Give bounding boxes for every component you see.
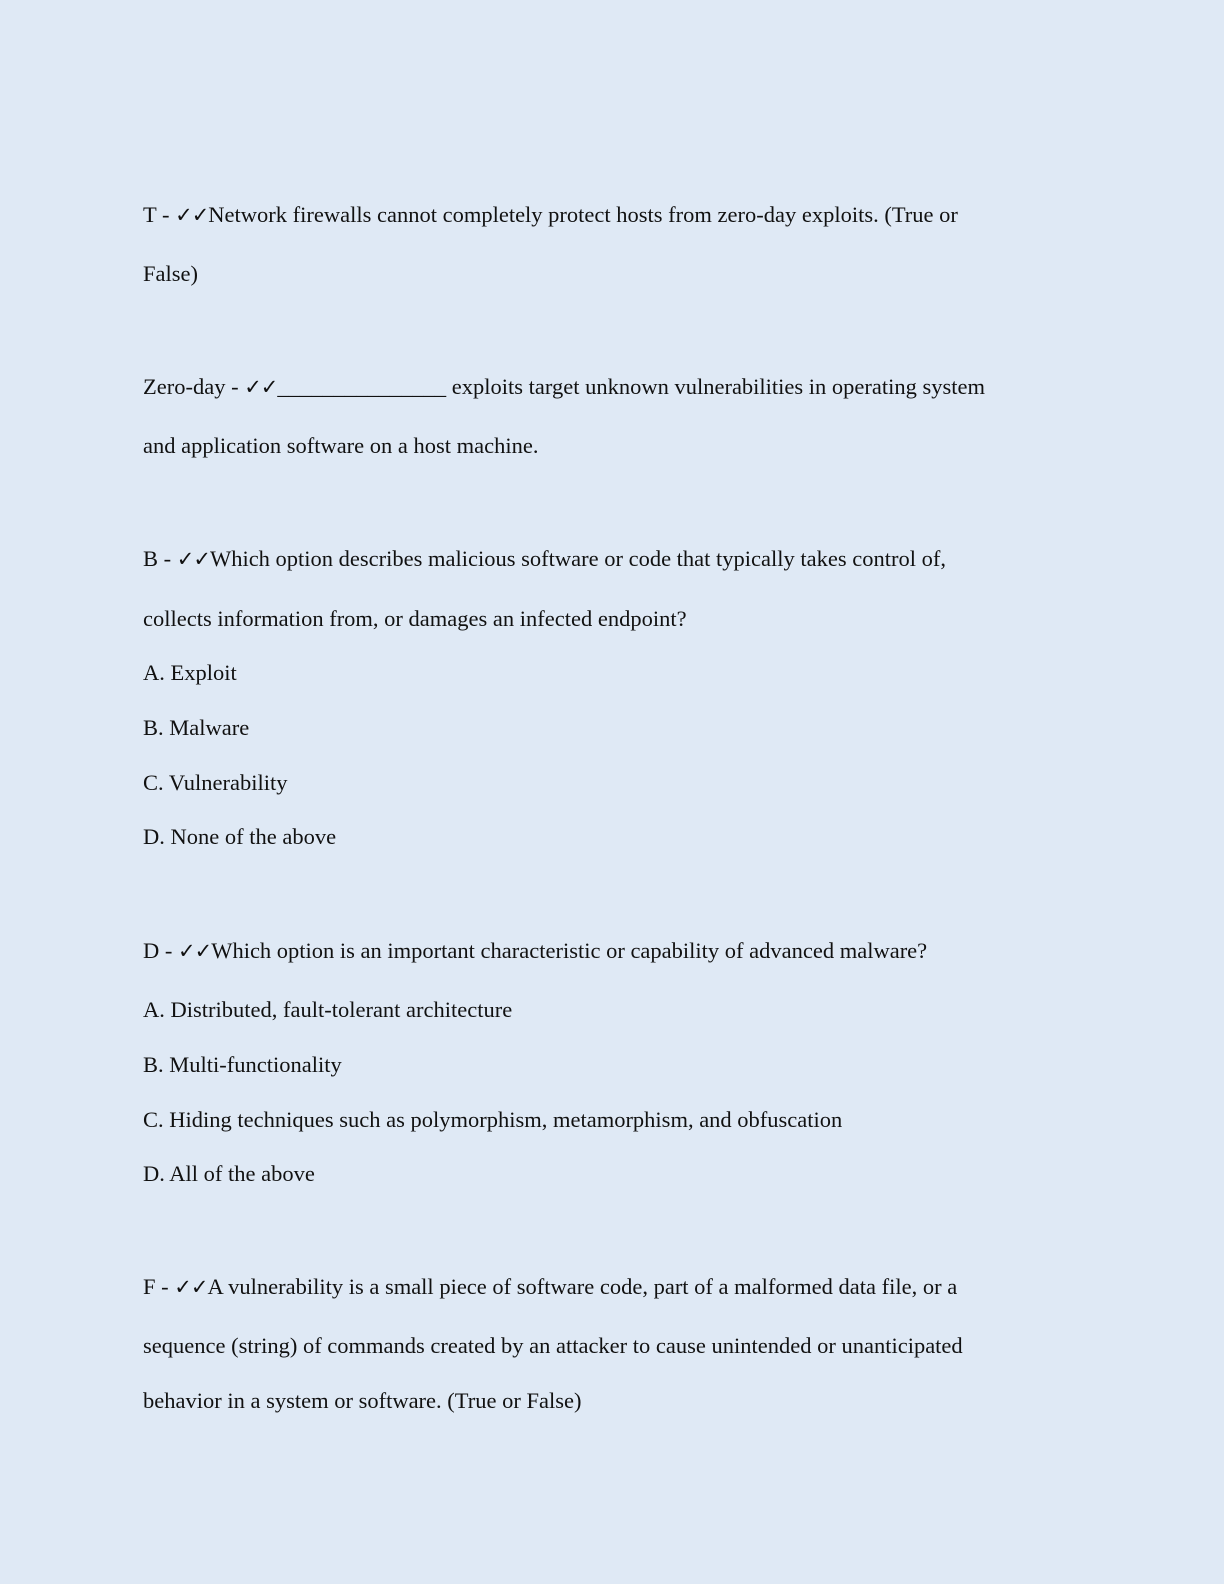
question-3-option-c: C. Vulnerability [143,770,288,795]
question-3-option-d: D. None of the above [143,824,337,849]
question-4-option-a: A. Distributed, fault-tolerant architecture [143,997,513,1022]
question-4-option-c: C. Hiding techniques such as polymorphism, metamorphism, and obfuscation [143,1107,843,1132]
question-3-line-1 [143,545,946,573]
question-4-option-b: B. Multi-functionality [143,1052,342,1077]
check-icon: ✓✓ [178,939,212,963]
question-5-line-3: behavior in a system or software. (True or False) [143,1388,582,1413]
question-3-line-2: collects information from, or damages an infected endpoint? [143,606,687,631]
check-icon: ✓✓ [244,375,278,399]
question-2-line-2: and application software on a host machine. [143,433,539,458]
answer-prefix: B - [143,546,177,571]
question-4-line-1 [143,937,927,965]
check-icon: ✓✓ [174,1275,208,1299]
check-icon: ✓✓ [176,547,210,571]
question-3-option-b: B. Malware [143,715,250,740]
question-1-line-2: False) [143,261,198,286]
question-text: Which option describes malicious software or code that typically takes control of, [209,546,946,571]
answer-prefix: Zero-day - [143,374,245,399]
question-3-option-a: A. Exploit [143,660,237,685]
answer-prefix: F - [143,1274,175,1299]
question-5-line-2: sequence (string) of commands created by an attacker to cause unintended or unanticipated [143,1333,963,1358]
question-text: Which option is an important characteristic or capability of advanced malware? [211,938,928,963]
question-text: A vulnerability is a small piece of software code, part of a malformed data file, or a [207,1274,958,1299]
answer-prefix: T - [143,202,176,227]
question-text: _______________ exploits target unknown vulnerabilities in operating system [277,374,986,399]
answer-prefix: D - [143,938,178,963]
question-1-line-1 [143,201,958,229]
question-4-option-d: D. All of the above [143,1161,315,1186]
question-5-line-1 [143,1273,957,1301]
check-icon: ✓✓ [175,203,209,227]
question-2-line-1 [143,373,985,401]
question-text: Network firewalls cannot completely protect hosts from zero-day exploits. (True or [208,202,958,227]
